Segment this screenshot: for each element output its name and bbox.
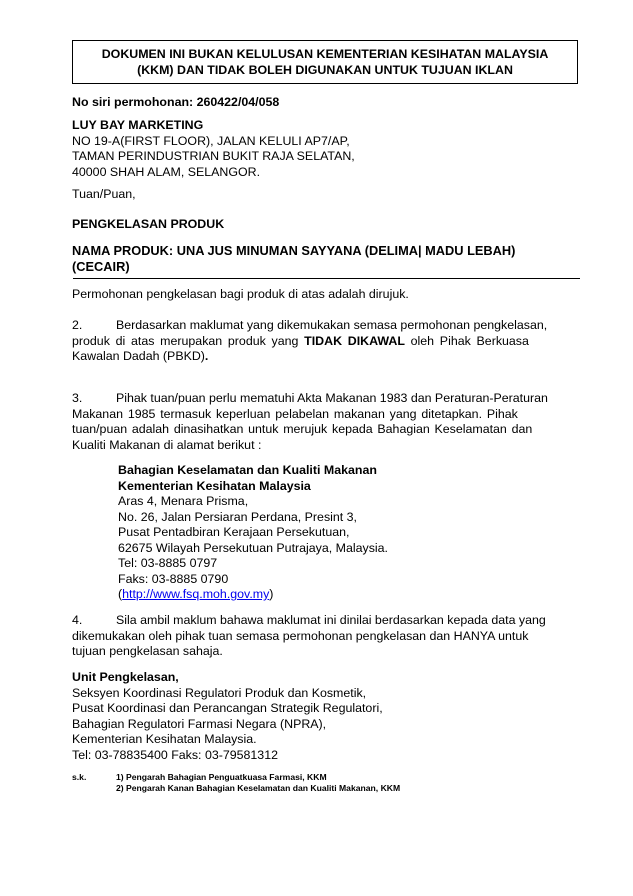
reference-number: No siri permohonan: 260422/04/058 bbox=[72, 95, 280, 109]
paragraph-3-line-4: Kualiti Makanan di alamat berikut : bbox=[72, 437, 262, 452]
agency-address-line: No. 26, Jalan Persiaran Perdana, Presint 3, bbox=[118, 509, 357, 524]
signature-unit: Unit Pengkelasan, bbox=[72, 670, 179, 684]
period-mark: . bbox=[204, 349, 209, 363]
divider-line bbox=[73, 278, 580, 279]
agency-address-line: Pusat Pentadbiran Kerajaan Persekutuan, bbox=[118, 525, 350, 539]
agency-address-line: 62675 Wilayah Persekutuan Putrajaya, Malaysia. bbox=[118, 540, 388, 555]
cc-item: 2) Pengarah Kanan Bahagian Keselamatan dan Kualiti Makanan, KKM bbox=[116, 783, 401, 793]
paragraph-4-line-3: tujuan pengkelasan sahaja. bbox=[72, 644, 223, 658]
paren-close: ) bbox=[269, 587, 274, 601]
paragraph-number: 3. bbox=[72, 391, 83, 405]
salutation: Tuan/Puan, bbox=[72, 187, 136, 201]
product-name-line-1: NAMA PRODUK: UNA JUS MINUMAN SAYYANA (DELIMA| MADU LEBAH) bbox=[72, 243, 516, 258]
paragraph-2-line-1: Berdasarkan maklumat yang dikemukakan semasa permohonan pengkelasan, bbox=[116, 318, 548, 332]
signature-contact: Tel: 03-78835400 Faks: 03-79581312 bbox=[72, 747, 278, 762]
agency-address-line: Aras 4, Menara Prisma, bbox=[118, 494, 249, 508]
signature-block bbox=[72, 670, 383, 763]
signature-line: Seksyen Koordinasi Regulatori Produk dan Kosmetik, bbox=[72, 685, 367, 700]
paragraph-4-line-2: dikemukakan oleh pihak tuan semasa permohonan pengkelasan dan HANYA untuk bbox=[72, 628, 529, 643]
recipient-name: LUY BAY MARKETING bbox=[72, 118, 204, 132]
paragraph-4-line-1: Sila ambil maklum bahawa maklumat ini dinilai berdasarkan kepada data yang bbox=[116, 613, 546, 627]
paragraph-2 bbox=[72, 318, 581, 365]
disclaimer-line-2: (KKM) DAN TIDAK BOLEH DIGUNAKAN UNTUK TUJUAN IKLAN bbox=[137, 63, 513, 77]
recipient-address-line: 40000 SHAH ALAM, SELANGOR. bbox=[72, 164, 261, 179]
recipient-address-line: TAMAN PERINDUSTRIAN BUKIT RAJA SELATAN, bbox=[72, 149, 355, 163]
subject-heading: PENGKELASAN PRODUK bbox=[72, 217, 225, 231]
signature-line: Bahagian Regulatori Farmasi Negara (NPRA), bbox=[72, 716, 327, 731]
paragraph-number: 2. bbox=[72, 318, 83, 332]
agency-website-link[interactable]: http://www.fsq.moh.gov.my bbox=[122, 587, 270, 601]
agency-name-2: Kementerian Kesihatan Malaysia bbox=[118, 478, 311, 493]
paren-open: ( bbox=[118, 587, 123, 601]
agency-phone: Tel: 03-8885 0797 bbox=[118, 556, 218, 570]
agency-name-1: Bahagian Keselamatan dan Kualiti Makanan bbox=[118, 463, 377, 477]
recipient-address-line: NO 19-A(FIRST FLOOR), JALAN KELULI AP7/AP, bbox=[72, 133, 350, 148]
disclaimer-box bbox=[72, 40, 578, 84]
not-controlled-emphasis: TIDAK DIKAWAL bbox=[304, 333, 405, 348]
cc-list bbox=[116, 772, 400, 794]
paragraph-number: 4. bbox=[72, 613, 83, 627]
paragraph-3-line-3: tuan/puan adalah dinasihatkan untuk merujuk kepada Bahagian Keselamatan dan bbox=[72, 422, 533, 436]
intro-paragraph: Permohonan pengkelasan bagi produk di atas adalah dirujuk. bbox=[72, 287, 409, 301]
agency-fax: Faks: 03-8885 0790 bbox=[118, 571, 229, 586]
agency-address-block bbox=[118, 463, 388, 603]
paragraph-4 bbox=[72, 613, 581, 660]
cc-item: 1) Pengarah Bahagian Penguatkuasa Farmasi, KKM bbox=[116, 772, 327, 782]
paragraph-2-line-2-end: oleh Pihak Berkuasa bbox=[404, 333, 529, 348]
paragraph-3-line-2: Makanan 1985 termasuk keperluan pelabelan makanan yang ditetapkan. Pihak bbox=[72, 406, 518, 421]
paragraph-3 bbox=[72, 391, 581, 453]
signature-line: Kementerian Kesihatan Malaysia. bbox=[72, 732, 257, 746]
recipient-block bbox=[72, 118, 355, 180]
disclaimer-line-1: DOKUMEN INI BUKAN KELULUSAN KEMENTERIAN KESIHATAN MALAYSIA bbox=[101, 47, 549, 61]
paragraph-2-line-3: Kawalan Dadah (PBKD) bbox=[72, 349, 205, 363]
product-name-line-2: (CECAIR) bbox=[72, 259, 130, 274]
paragraph-2-line-2-start: produk di atas merupakan produk yang bbox=[72, 333, 305, 348]
signature-line: Pusat Koordinasi dan Perancangan Strategik Regulatori, bbox=[72, 701, 383, 715]
cc-label: s.k. bbox=[72, 772, 87, 782]
paragraph-3-line-1: Pihak tuan/puan perlu mematuhi Akta Makanan 1983 dan Peraturan-Peraturan bbox=[116, 391, 548, 405]
product-name-block bbox=[72, 243, 515, 275]
